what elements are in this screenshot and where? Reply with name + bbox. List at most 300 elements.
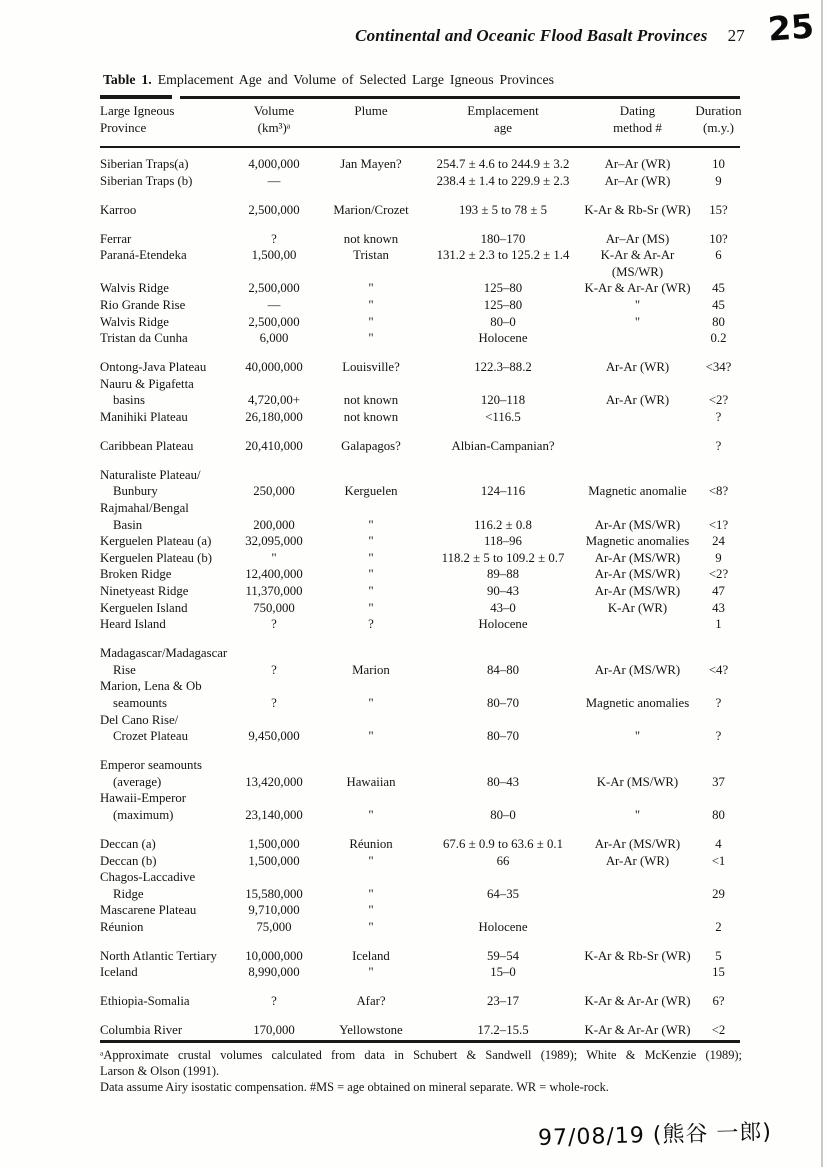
cell-duration: ?	[715, 695, 722, 710]
cell-volume: 1,500,00	[251, 248, 297, 263]
cell-duration: 2	[715, 919, 722, 934]
row-spacer	[100, 454, 742, 466]
cell-method	[580, 467, 695, 484]
cell-duration: ?	[715, 409, 722, 424]
cell-duration: 47	[712, 584, 725, 599]
cell-duration	[695, 869, 742, 886]
cell-plume: "	[368, 584, 374, 599]
cell-duration: <4?	[708, 662, 729, 677]
cell-age: 89–88	[487, 567, 519, 582]
table-row	[100, 517, 742, 534]
cell-province: Broken Ridge	[100, 567, 172, 582]
row-spacer	[100, 824, 742, 836]
cell-method	[580, 616, 695, 633]
cell-age: 23–17	[487, 994, 519, 1009]
cell-province: Ethiopia-Somalia	[100, 994, 190, 1009]
table-row	[100, 409, 742, 426]
cell-method: Ar-Ar (WR)	[605, 360, 670, 375]
cell-plume	[316, 173, 426, 190]
cell-method: K-Ar & Ar-Ar	[600, 248, 675, 263]
row-spacer	[100, 935, 742, 947]
cell-volume	[232, 790, 316, 807]
cell-province: Caribbean Plateau	[100, 438, 194, 453]
table-row	[100, 280, 742, 297]
cell-volume	[232, 264, 316, 281]
footnote-volume-sources-cont: Larson & Olson (1991).	[100, 1063, 220, 1078]
cell-volume: "	[271, 550, 277, 565]
cell-age	[426, 376, 580, 393]
table-title	[103, 72, 554, 88]
cell-province: Karroo	[100, 202, 137, 217]
cell-age: 238.4 ± 1.4 to 229.9 ± 2.3	[436, 173, 570, 188]
cell-volume: 23,140,000	[245, 807, 303, 822]
cell-plume: "	[368, 695, 374, 710]
cell-method: "	[634, 729, 641, 744]
cell-method	[580, 757, 695, 774]
table-row	[100, 500, 742, 517]
printed-page-number: 27	[727, 26, 745, 45]
cell-plume: not known	[343, 393, 399, 408]
table-header-row	[100, 103, 742, 136]
cell-duration	[695, 467, 742, 484]
cell-province: Rise	[113, 662, 136, 677]
cell-duration: 37	[712, 774, 725, 789]
cell-province: Siberian Traps (b)	[100, 173, 193, 188]
cell-volume	[232, 500, 316, 517]
cell-method: K-Ar (WR)	[607, 600, 668, 615]
cell-province: Heard Island	[100, 617, 166, 632]
cell-plume: "	[368, 729, 374, 744]
cell-duration	[695, 500, 742, 517]
cell-plume: "	[368, 965, 374, 980]
cell-province: Deccan (b)	[100, 853, 157, 868]
table-row	[100, 964, 742, 981]
table-row	[100, 886, 742, 903]
row-spacer	[100, 425, 742, 437]
cell-plume: "	[368, 600, 374, 615]
cell-method: Magnetic anomalie	[588, 484, 687, 499]
cell-duration: 4	[715, 836, 722, 851]
cell-plume	[316, 712, 426, 729]
cell-volume: 9,710,000	[248, 903, 300, 918]
cell-volume: 2,500,000	[248, 202, 300, 217]
table-row	[100, 836, 742, 853]
table-row	[100, 993, 742, 1010]
cell-duration: <2?	[708, 567, 729, 582]
cell-plume: "	[368, 886, 374, 901]
cell-plume: Galapagos?	[341, 438, 401, 453]
table-top-rule-left	[100, 95, 172, 99]
cell-method: Ar-Ar (MS/WR)	[594, 662, 681, 677]
cell-province: Walvis Ridge	[100, 314, 169, 329]
cell-volume: 12,400,000	[245, 567, 303, 582]
cell-duration: 6	[715, 248, 722, 263]
table-row	[100, 297, 742, 314]
cell-age: 80–70	[487, 729, 519, 744]
cell-volume: ?	[271, 662, 277, 677]
table-row	[100, 330, 742, 347]
cell-age: <116.5	[485, 409, 521, 424]
cell-duration: 15?	[709, 202, 728, 217]
cell-age: 15–0	[490, 965, 516, 980]
table-row	[100, 247, 742, 264]
cell-province: Madagascar/Madagascar	[100, 646, 228, 661]
cell-volume	[232, 645, 316, 662]
table-row	[100, 173, 742, 190]
cell-province: Columbia River	[100, 1023, 183, 1038]
cell-age	[426, 678, 580, 695]
row-spacer	[100, 218, 742, 230]
cell-age: 80–43	[487, 774, 519, 789]
cell-age: 180–170	[480, 231, 526, 246]
table-row	[100, 757, 742, 774]
row-spacer	[100, 347, 742, 359]
cell-method: Ar-Ar (MS/WR)	[594, 836, 681, 851]
table-row	[100, 533, 742, 550]
table-body	[100, 156, 742, 1039]
cell-plume: Kerguelen	[344, 484, 398, 499]
cell-volume: 4,720,00+	[247, 393, 300, 408]
cell-plume: Iceland	[352, 948, 390, 963]
table-row	[100, 392, 742, 409]
cell-method: (MS/WR)	[611, 264, 664, 279]
cell-duration: 0.2	[710, 331, 727, 346]
cell-method: K-Ar & Ar-Ar (WR)	[584, 281, 691, 296]
cell-method	[580, 712, 695, 729]
handwritten-page-number: 25	[766, 6, 816, 49]
cell-province: Paraná-Etendeka	[100, 248, 187, 263]
cell-age: 118.2 ± 5 to 109.2 ± 0.7	[441, 550, 565, 565]
cell-province: Manihiki Plateau	[100, 409, 188, 424]
table-row	[100, 807, 742, 824]
cell-method	[580, 869, 695, 886]
cell-age	[426, 902, 580, 919]
cell-plume: Hawaiian	[346, 774, 396, 789]
column-header-plume: Plume	[354, 103, 388, 118]
cell-volume: —	[267, 297, 281, 312]
footnote-volume-sources: ᵃApproximate crustal volumes calculated from data in Schubert & Sandwell (1989); White & McKenzie (1989);	[100, 1048, 742, 1062]
table-number-label: Table 1.	[103, 72, 152, 87]
cell-method: Ar-Ar (WR)	[605, 853, 670, 868]
cell-province: Hawaii-Emperor	[100, 791, 186, 806]
cell-plume: not known	[343, 231, 399, 246]
table-row	[100, 616, 742, 633]
cell-method: "	[634, 314, 641, 329]
table-row	[100, 566, 742, 583]
cell-volume: 200,000	[253, 517, 295, 532]
table-row	[100, 919, 742, 936]
row-spacer	[100, 189, 742, 201]
cell-volume: 11,370,000	[245, 584, 303, 599]
cell-method: K-Ar (MS/WR)	[596, 774, 679, 789]
cell-province: Chagos-Laccadive	[100, 870, 196, 885]
cell-province: Walvis Ridge	[100, 281, 169, 296]
cell-volume: 1,500,000	[248, 836, 300, 851]
table-row	[100, 948, 742, 965]
column-header-dating-method: Dating method #	[613, 103, 662, 135]
cell-duration: 24	[712, 534, 725, 549]
cell-plume: "	[368, 567, 374, 582]
cell-volume: 10,000,000	[245, 948, 303, 963]
cell-age: 193 ± 5 to 78 ± 5	[459, 202, 547, 217]
cell-duration: <1	[711, 853, 726, 868]
cell-duration: 45	[712, 281, 725, 296]
cell-plume: "	[368, 534, 374, 549]
cell-age: Holocene	[478, 331, 528, 346]
cell-method	[580, 964, 695, 981]
cell-province: Siberian Traps(a)	[100, 157, 189, 171]
cell-duration	[695, 757, 742, 774]
cell-duration	[695, 902, 742, 919]
cell-volume: 75,000	[256, 919, 292, 934]
cell-plume: Tristan	[353, 248, 389, 263]
table-top-rule	[180, 96, 740, 99]
cell-province: Ferrar	[100, 231, 132, 246]
cell-age: 122.3–88.2	[474, 360, 532, 375]
cell-plume: Réunion	[349, 836, 393, 851]
cell-method	[580, 919, 695, 936]
cell-age	[426, 500, 580, 517]
cell-method: "	[634, 297, 641, 312]
cell-plume	[316, 869, 426, 886]
cell-plume: "	[368, 517, 374, 532]
running-head	[0, 26, 745, 46]
cell-province: Kerguelen Plateau (a)	[100, 534, 212, 549]
row-spacer	[100, 981, 742, 993]
cell-duration: 10	[712, 157, 725, 171]
cell-plume: "	[368, 853, 374, 868]
cell-province: basins	[113, 393, 145, 408]
cell-volume: 20,410,000	[245, 438, 303, 453]
table-row	[100, 712, 742, 729]
cell-province: Ridge	[113, 886, 144, 901]
cell-method	[580, 500, 695, 517]
table-row	[100, 678, 742, 695]
table-row	[100, 264, 742, 281]
cell-volume: 250,000	[253, 484, 295, 499]
table-footnotes	[100, 1048, 742, 1095]
cell-volume: 750,000	[253, 600, 295, 615]
cell-province: Naturaliste Plateau/	[100, 467, 201, 482]
cell-province: Deccan (a)	[100, 836, 156, 851]
cell-duration	[695, 790, 742, 807]
cell-method: K-Ar & Rb-Sr (WR)	[584, 948, 691, 963]
cell-volume	[232, 678, 316, 695]
cell-age: Holocene	[478, 617, 528, 632]
cell-volume: ?	[271, 695, 277, 710]
cell-plume: Marion	[352, 662, 390, 677]
cell-duration	[695, 264, 742, 281]
cell-method	[580, 790, 695, 807]
cell-volume: 6,000	[259, 331, 289, 346]
cell-duration	[695, 712, 742, 729]
cell-age: 254.7 ± 4.6 to 244.9 ± 3.2	[436, 157, 570, 171]
table-row	[100, 774, 742, 791]
cell-age: 67.6 ± 0.9 to 63.6 ± 0.1	[443, 836, 563, 851]
cell-duration: 5	[715, 948, 722, 963]
cell-volume: 4,000,000	[248, 157, 300, 171]
cell-plume: "	[368, 297, 374, 312]
row-spacer	[100, 1010, 742, 1022]
cell-volume: 32,095,000	[245, 534, 303, 549]
cell-province: Kerguelen Island	[100, 600, 188, 615]
table-row	[100, 202, 742, 219]
table-row	[100, 376, 742, 393]
cell-age: Holocene	[478, 919, 528, 934]
cell-age: 124–116	[480, 484, 526, 499]
cell-method: "	[634, 807, 641, 822]
cell-method: Ar-Ar (WR)	[605, 393, 670, 408]
cell-method: Ar–Ar (WR)	[604, 157, 671, 171]
cell-method	[580, 409, 695, 426]
cell-duration: ?	[715, 438, 722, 453]
cell-duration: <2?	[708, 393, 729, 408]
cell-province: North Atlantic Tertiary	[100, 948, 217, 963]
cell-plume: ?	[368, 617, 374, 632]
cell-method	[580, 645, 695, 662]
cell-method: K-Ar & Ar-Ar (WR)	[584, 1023, 691, 1038]
cell-duration: <8?	[708, 484, 729, 499]
cell-province: Crozet Plateau	[113, 729, 188, 744]
column-header-age: Emplacement age	[467, 103, 539, 135]
cell-age	[426, 790, 580, 807]
cell-duration: 9	[715, 550, 722, 565]
cell-duration: 80	[712, 314, 725, 329]
table-row	[100, 314, 742, 331]
cell-province: seamounts	[113, 695, 168, 710]
cell-plume	[316, 376, 426, 393]
table-bottom-rule	[100, 1040, 740, 1043]
table-row	[100, 467, 742, 484]
cell-plume: Jan Mayen?	[340, 157, 402, 171]
table-row	[100, 1022, 742, 1039]
cell-age: 64–35	[487, 886, 519, 901]
cell-method: K-Ar & Rb-Sr (WR)	[584, 202, 691, 217]
cell-province: Iceland	[100, 965, 138, 980]
cell-plume: "	[368, 331, 374, 346]
cell-volume: 1,500,000	[248, 853, 300, 868]
cell-method: Ar-Ar (MS/WR)	[594, 567, 681, 582]
handwritten-date-note: 97/08/19 (熊谷 一郎)	[537, 1119, 773, 1152]
cell-age	[426, 645, 580, 662]
cell-duration: <34?	[705, 360, 732, 375]
cell-province: (average)	[113, 774, 162, 789]
cell-duration: 80	[712, 807, 725, 822]
cell-plume	[316, 645, 426, 662]
cell-province: Ninetyeast Ridge	[100, 584, 189, 599]
row-spacer	[100, 745, 742, 757]
table-row	[100, 902, 742, 919]
cell-age: 131.2 ± 2.3 to 125.2 ± 1.4	[436, 248, 570, 263]
cell-method: Magnetic anomalies	[585, 695, 690, 710]
photocopy-edge-line	[821, 0, 823, 1167]
cell-province: Bunbury	[113, 484, 158, 499]
cell-province: Marion, Lena & Ob	[100, 679, 202, 694]
cell-age: Albian-Campanian?	[451, 438, 555, 453]
cell-plume: "	[368, 314, 374, 329]
table-row	[100, 853, 742, 870]
cell-volume: 40,000,000	[245, 360, 303, 375]
cell-age: 80–0	[490, 807, 516, 822]
cell-province: (maximum)	[113, 807, 174, 822]
cell-duration: <1?	[708, 517, 729, 532]
column-header-duration: Duration (m.y.)	[695, 103, 742, 135]
table-row	[100, 600, 742, 617]
table-row	[100, 695, 742, 712]
cell-age: 80–0	[490, 314, 516, 329]
cell-method: Ar–Ar (WR)	[604, 173, 671, 188]
cell-age: 120–118	[480, 393, 526, 408]
cell-province: Emperor seamounts	[100, 758, 202, 773]
cell-duration: 9	[715, 173, 722, 188]
cell-volume: 2,500,000	[248, 281, 300, 296]
cell-province: Kerguelen Plateau (b)	[100, 550, 213, 565]
cell-volume: —	[267, 173, 281, 188]
table-row	[100, 483, 742, 500]
cell-age	[426, 712, 580, 729]
cell-plume	[316, 678, 426, 695]
cell-method: Magnetic anomalies	[585, 534, 690, 549]
cell-volume: 170,000	[253, 1023, 295, 1038]
cell-plume	[316, 790, 426, 807]
cell-volume	[232, 376, 316, 393]
cell-age: 17.2–15.5	[477, 1023, 529, 1038]
cell-plume: "	[368, 807, 374, 822]
cell-method: Ar–Ar (MS)	[605, 231, 670, 246]
cell-age: 90–43	[487, 584, 519, 599]
cell-plume: Louisville?	[342, 360, 400, 375]
cell-province: Nauru & Pigafetta	[100, 376, 194, 391]
cell-duration: 15	[712, 965, 725, 980]
cell-plume	[316, 757, 426, 774]
cell-age: 80–70	[487, 695, 519, 710]
cell-plume	[316, 264, 426, 281]
table-title-text: Emplacement Age and Volume of Selected Large Igneous Provinces	[157, 72, 554, 87]
table-header-rule	[100, 146, 740, 148]
cell-plume: "	[368, 919, 374, 934]
cell-plume: "	[368, 550, 374, 565]
cell-duration	[695, 645, 742, 662]
table-row	[100, 728, 742, 745]
cell-age	[426, 757, 580, 774]
cell-duration: 45	[712, 297, 725, 312]
cell-duration: ?	[715, 729, 722, 744]
cell-volume	[232, 467, 316, 484]
cell-province: Rio Grande Rise	[100, 297, 186, 312]
cell-volume: 2,500,000	[248, 314, 300, 329]
cell-age	[426, 264, 580, 281]
cell-plume: "	[368, 903, 374, 918]
cell-province: Rajmahal/Bengal	[100, 501, 189, 516]
cell-volume: 9,450,000	[248, 729, 300, 744]
row-spacer	[100, 633, 742, 645]
cell-volume: ?	[271, 231, 277, 246]
cell-plume: not known	[343, 409, 399, 424]
cell-plume: "	[368, 281, 374, 296]
cell-age: 125–80	[483, 297, 523, 312]
cell-duration	[695, 678, 742, 695]
cell-age	[426, 467, 580, 484]
running-head-title: Continental and Oceanic Flood Basalt Provinces	[355, 26, 708, 45]
cell-age: 116.2 ± 0.8	[474, 517, 532, 532]
column-header-province: Large Igneous Province	[100, 103, 175, 135]
cell-province: Ontong-Java Plateau	[100, 360, 207, 375]
cell-duration	[695, 376, 742, 393]
cell-method: Ar-Ar (MS/WR)	[594, 550, 681, 565]
table-row	[100, 645, 742, 662]
cell-method: Ar-Ar (MS/WR)	[594, 584, 681, 599]
cell-age	[426, 869, 580, 886]
